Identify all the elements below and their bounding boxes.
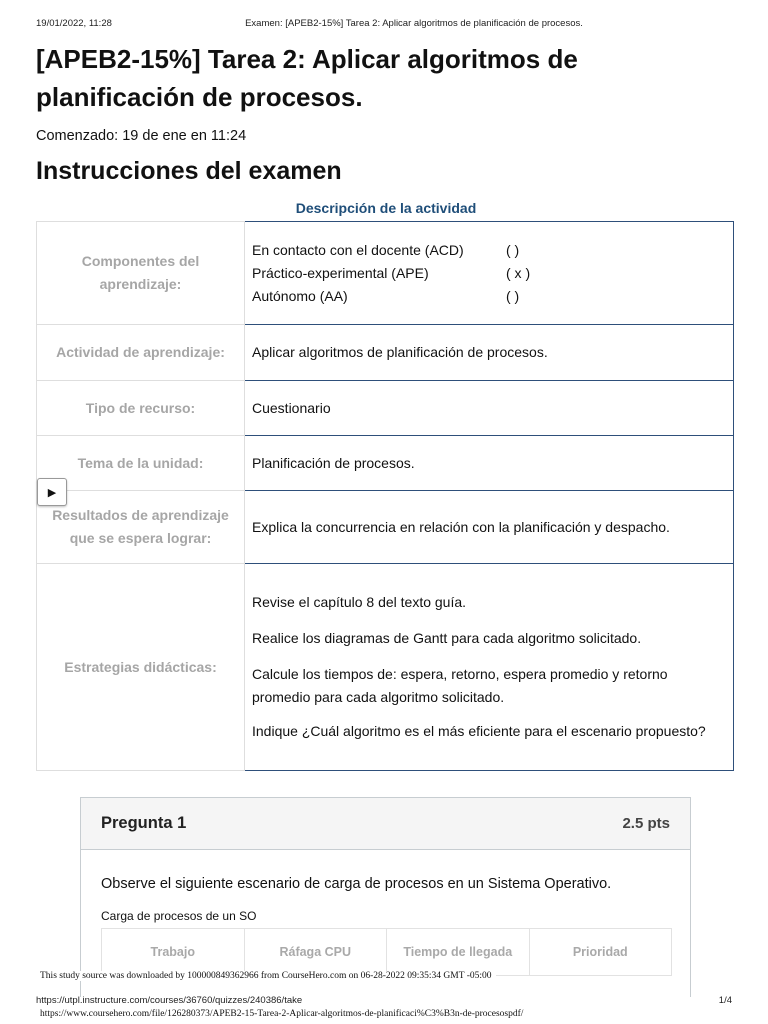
strategy-item: Indique ¿Cuál algoritmo es el más eficiente para el escenario propuesto? [252, 723, 706, 739]
component-line: En contacto con el docente (ACD) ( ) [252, 241, 520, 258]
table-row [37, 381, 734, 436]
study-source-note: This study source was downloaded by 100000849362966 from CourseHero.com on 06-28-2022 09:35:34 GMT -05:00 [40, 971, 496, 981]
process-table-caption: Carga de procesos de un SO [101, 909, 257, 923]
table-header-row [102, 929, 672, 976]
question-title: Pregunta 1 [101, 814, 187, 832]
question-points: 2.5 pts [622, 815, 670, 832]
components-label: Componentes del aprendizaje: [37, 222, 245, 325]
print-datetime: 19/01/2022, 11:28 [36, 18, 112, 29]
strategy-item: Revise el capítulo 8 del texto guía. [252, 594, 467, 610]
strategies-value [245, 564, 734, 771]
media-play-button[interactable] [37, 478, 67, 506]
footer-url: https://utpl.instructure.com/courses/36760/quizzes/240386/take [36, 995, 303, 1006]
source-url: https://www.coursehero.com/file/126280373/APEB2-15-Tarea-2-Aplicar-algoritmos-de-planificaci%C3%B3n-de-procesospdf/ [40, 1009, 524, 1019]
column-header: Ráfaga CPU [244, 929, 387, 976]
instructions-heading: Instrucciones del examen [36, 157, 342, 185]
question-header [81, 798, 690, 850]
print-title: Examen: [APEB2-15%] Tarea 2: Aplicar algoritmos de planificación de procesos. [245, 18, 583, 29]
page-number: 1/4 [718, 995, 732, 1006]
play-icon: ▶ [47, 486, 57, 499]
component-line: Práctico-experimental (APE) ( x ) [252, 264, 531, 281]
column-header: Trabajo [102, 929, 245, 976]
strategies-label: Estrategias didácticas: [37, 564, 245, 771]
print-header [36, 18, 732, 32]
page-title: [APEB2-15%] Tarea 2: Aplicar algoritmos de planificación de procesos. [36, 44, 578, 112]
table-row [37, 564, 734, 771]
strategy-item: Realice los diagramas de Gantt para cada algoritmo solicitado. [252, 630, 642, 646]
resource-value: Cuestionario [245, 381, 734, 436]
started-text: Comenzado: 19 de ene en 11:24 [36, 128, 247, 144]
table-row [37, 222, 734, 325]
table-row [37, 436, 734, 491]
activity-table [36, 221, 734, 771]
column-header: Tiempo de llegada [387, 929, 530, 976]
components-value [245, 222, 734, 325]
question-card [80, 797, 691, 997]
results-label: Resultados de aprendizaje que se espera lograr: [37, 491, 245, 564]
activity-value: Aplicar algoritmos de planificación de procesos. [245, 325, 734, 381]
strategy-item: Calcule los tiempos de: espera, retorno, espera promedio y retorno promedio para cada algoritmo solicitado. [252, 666, 668, 705]
activity-table-caption: Descripción de la actividad [295, 200, 477, 216]
print-footer [36, 995, 732, 1006]
activity-label: Actividad de aprendizaje: [37, 325, 245, 381]
results-value: Explica la concurrencia en relación con la planificación y despacho. [245, 491, 734, 564]
resource-label: Tipo de recurso: [37, 381, 245, 436]
table-row [37, 491, 734, 564]
process-table [101, 928, 672, 976]
unit-label: Tema de la unidad: [37, 436, 245, 491]
question-text: Observe el siguiente escenario de carga de procesos en un Sistema Operativo. [101, 876, 612, 892]
unit-value: Planificación de procesos. [245, 436, 734, 491]
column-header: Prioridad [529, 929, 672, 976]
table-row [37, 325, 734, 381]
component-line: Autónomo (AA) ( ) [252, 287, 520, 304]
